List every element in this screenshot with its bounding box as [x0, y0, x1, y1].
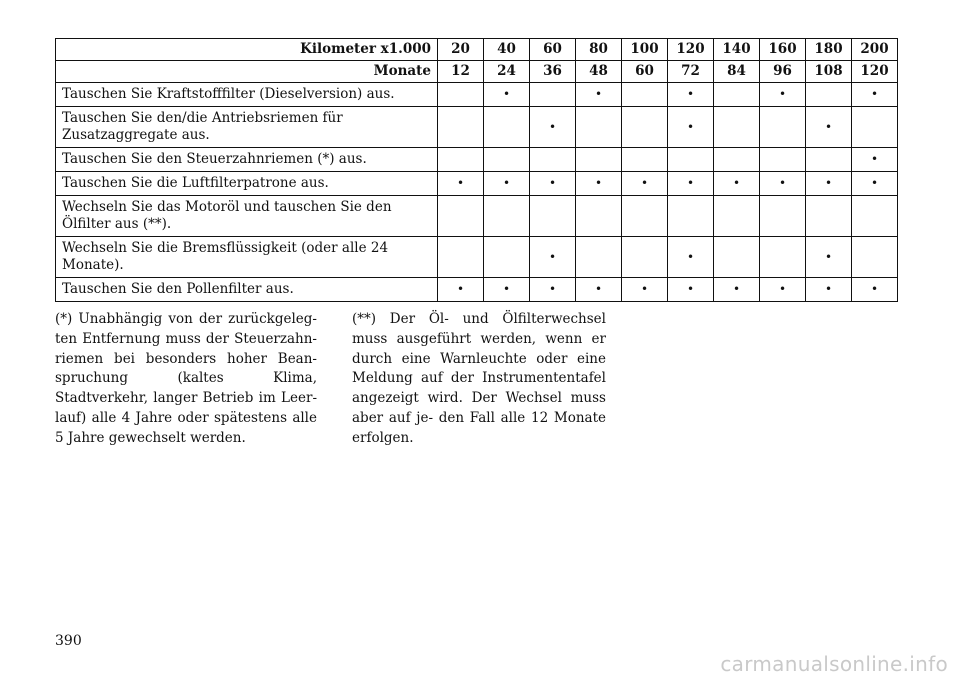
service-due-mark: • — [760, 83, 806, 107]
service-due-mark: • — [622, 172, 668, 196]
service-empty-cell — [714, 148, 760, 172]
service-due-mark: • — [622, 278, 668, 302]
service-task-label: Wechseln Sie das Motoröl und tauschen Sie den Ölfilter aus (**). — [56, 196, 438, 237]
service-due-mark: • — [576, 83, 622, 107]
watermark: carmanualsonline.info — [720, 652, 948, 676]
service-empty-cell — [438, 237, 484, 278]
service-empty-cell — [852, 196, 898, 237]
service-due-mark: • — [668, 237, 714, 278]
service-due-mark: • — [668, 107, 714, 148]
km-header-cell: 20 — [438, 39, 484, 61]
months-header-cell: 36 — [530, 61, 576, 83]
months-header-cell: 108 — [806, 61, 852, 83]
service-task-label: Tauschen Sie den Pollenfilter aus. — [56, 278, 438, 302]
km-header-cell: 40 — [484, 39, 530, 61]
service-empty-cell — [714, 196, 760, 237]
service-empty-cell — [852, 237, 898, 278]
service-empty-cell — [622, 148, 668, 172]
service-task-label: Tauschen Sie den Steuerzahnriemen (*) aus. — [56, 148, 438, 172]
table-row — [56, 196, 898, 237]
service-due-mark: • — [576, 172, 622, 196]
service-due-mark: • — [760, 172, 806, 196]
service-empty-cell — [576, 107, 622, 148]
table-row — [56, 278, 898, 302]
km-header-cell: 140 — [714, 39, 760, 61]
service-empty-cell — [622, 237, 668, 278]
service-due-mark: • — [668, 172, 714, 196]
service-empty-cell — [622, 83, 668, 107]
km-header-cell: 80 — [576, 39, 622, 61]
service-empty-cell — [438, 196, 484, 237]
service-empty-cell — [530, 196, 576, 237]
maintenance-schedule-table — [55, 38, 898, 302]
km-header-cell: 160 — [760, 39, 806, 61]
service-task-label: Wechseln Sie die Bremsflüssigkeit (oder alle 24 Monate). — [56, 237, 438, 278]
service-empty-cell — [760, 196, 806, 237]
footnote-timing-belt: (*) Unabhängig von der zurückgeleg- ten Entfernung muss der Steuerzahn- riemen bei besonders hoher Bean- spruchung (kaltes Klima, Stadtverkehr, langer Betrieb im Leer- lauf) alle 4 Jahre oder spätestens alle 5 Jahre gewechselt werden. — [55, 311, 317, 446]
months-header-cell: 96 — [760, 61, 806, 83]
service-empty-cell — [530, 148, 576, 172]
service-empty-cell — [714, 107, 760, 148]
months-label: Monate — [56, 61, 438, 83]
service-due-mark: • — [530, 237, 576, 278]
service-due-mark: • — [484, 83, 530, 107]
service-empty-cell — [668, 196, 714, 237]
service-task-label: Tauschen Sie die Luftfilterpatrone aus. — [56, 172, 438, 196]
service-due-mark: • — [852, 83, 898, 107]
service-empty-cell — [852, 107, 898, 148]
km-header-cell: 120 — [668, 39, 714, 61]
table-row — [56, 83, 898, 107]
service-task-label: Tauschen Sie den/die Antriebsriemen für Zusatzaggregate aus. — [56, 107, 438, 148]
service-due-mark: • — [852, 278, 898, 302]
service-due-mark: • — [852, 148, 898, 172]
service-empty-cell — [806, 83, 852, 107]
service-due-mark: • — [760, 278, 806, 302]
service-empty-cell — [668, 148, 714, 172]
service-empty-cell — [576, 148, 622, 172]
service-empty-cell — [760, 107, 806, 148]
service-due-mark: • — [806, 237, 852, 278]
service-due-mark: • — [530, 278, 576, 302]
service-due-mark: • — [530, 107, 576, 148]
service-empty-cell — [714, 237, 760, 278]
service-empty-cell — [438, 107, 484, 148]
service-due-mark: • — [714, 278, 760, 302]
months-header-cell: 84 — [714, 61, 760, 83]
months-header-cell: 12 — [438, 61, 484, 83]
service-due-mark: • — [484, 172, 530, 196]
service-due-mark: • — [438, 172, 484, 196]
table-row — [56, 237, 898, 278]
service-due-mark: • — [576, 278, 622, 302]
service-empty-cell — [622, 107, 668, 148]
service-empty-cell — [576, 237, 622, 278]
service-empty-cell — [760, 237, 806, 278]
km-header-cell: 100 — [622, 39, 668, 61]
service-empty-cell — [622, 196, 668, 237]
maintenance-schedule-table-wrap — [55, 38, 897, 302]
km-header-cell: 200 — [852, 39, 898, 61]
service-task-label: Tauschen Sie Kraftstofffilter (Dieselversion) aus. — [56, 83, 438, 107]
service-due-mark: • — [484, 278, 530, 302]
table-row — [56, 107, 898, 148]
service-due-mark: • — [806, 278, 852, 302]
service-empty-cell — [484, 148, 530, 172]
kilometers-label: Kilometer x1.000 — [56, 39, 438, 61]
service-empty-cell — [576, 196, 622, 237]
service-empty-cell — [438, 148, 484, 172]
service-due-mark: • — [714, 172, 760, 196]
service-due-mark: • — [438, 278, 484, 302]
header-row-months — [56, 61, 898, 83]
service-empty-cell — [484, 196, 530, 237]
months-header-cell: 48 — [576, 61, 622, 83]
footnote-oil-change: (**) Der Öl- und Ölfilterwechsel muss ausgeführt werden, wenn er durch eine Warnleuchte oder eine Meldung auf der Instrumententafel angezeigt wird. Der Wechsel muss aber auf je- den Fall alle 12 Monate erfolgen. — [352, 311, 606, 446]
months-header-cell: 60 — [622, 61, 668, 83]
table-row — [56, 172, 898, 196]
service-due-mark: • — [668, 278, 714, 302]
service-due-mark: • — [806, 107, 852, 148]
header-row-kilometers — [56, 39, 898, 61]
service-empty-cell — [760, 148, 806, 172]
service-due-mark: • — [668, 83, 714, 107]
service-empty-cell — [530, 83, 576, 107]
service-due-mark: • — [806, 172, 852, 196]
table-row — [56, 148, 898, 172]
service-empty-cell — [484, 237, 530, 278]
service-empty-cell — [806, 196, 852, 237]
service-due-mark: • — [530, 172, 576, 196]
months-header-cell: 72 — [668, 61, 714, 83]
service-empty-cell — [714, 83, 760, 107]
km-header-cell: 180 — [806, 39, 852, 61]
km-header-cell: 60 — [530, 39, 576, 61]
service-empty-cell — [438, 83, 484, 107]
service-empty-cell — [484, 107, 530, 148]
months-header-cell: 24 — [484, 61, 530, 83]
service-empty-cell — [806, 148, 852, 172]
page-number: 390 — [55, 633, 82, 649]
months-header-cell: 120 — [852, 61, 898, 83]
service-due-mark: • — [852, 172, 898, 196]
